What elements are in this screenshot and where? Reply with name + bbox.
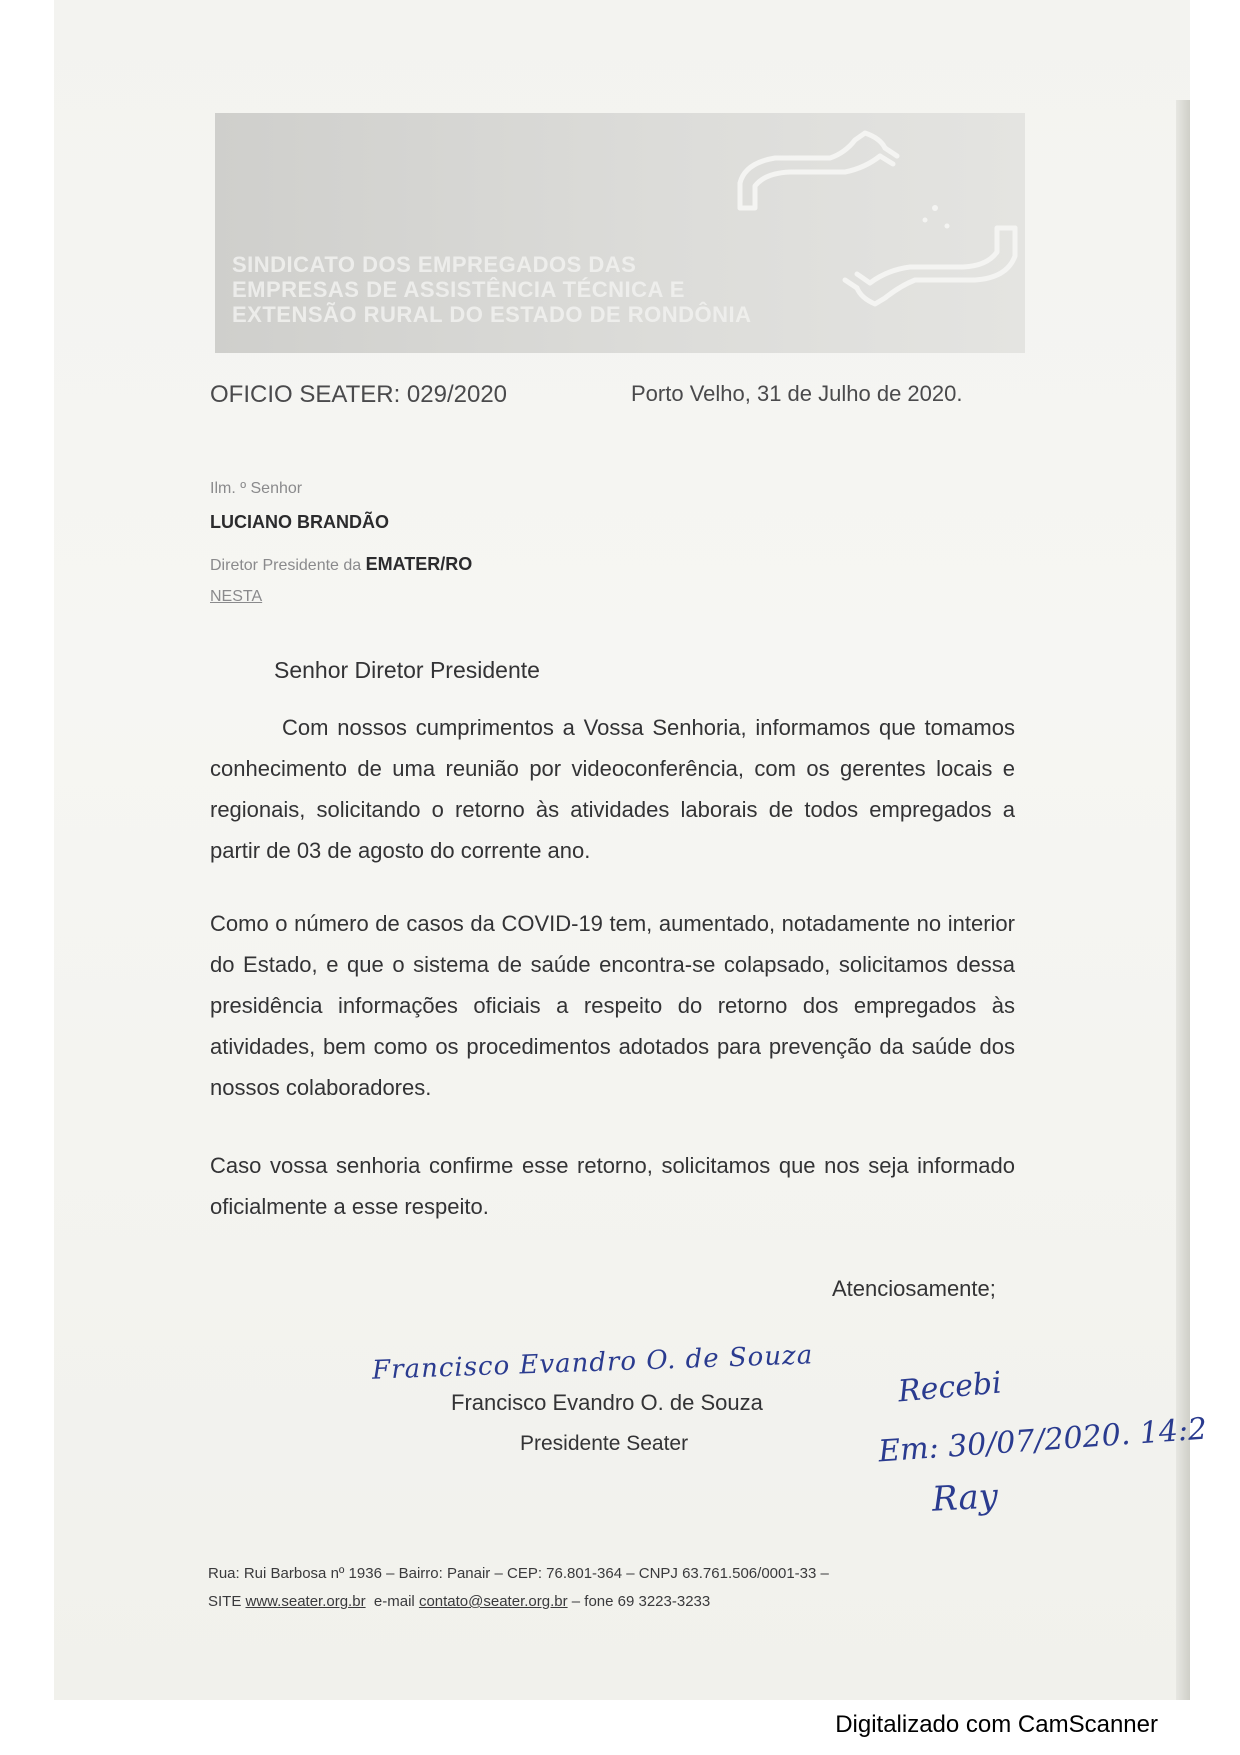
footer-contact — [208, 1593, 710, 1610]
footer-phone: – fone 69 3223-3233 — [571, 1593, 711, 1610]
paragraph-1: Com nossos cumprimentos a Vossa Senhoria, informamos que tomamos conhecimento de uma reunião por videoconferência, com os gerentes locais e regionais, solicitando o retorno às atividades laborais de todos empregados a partir de 03 de agosto do corrente ano. — [210, 715, 1015, 863]
signer-name: Francisco Evandro O. de Souza — [451, 1390, 763, 1415]
footer-email-label: e-mail — [373, 1593, 415, 1610]
footer-address: Rua: Rui Barbosa nº 1936 – Bairro: Panair – CEP: 76.801-364 – CNPJ 63.761.506/0001-33 – — [208, 1565, 829, 1582]
recipient-role-org: EMATER/RO — [365, 554, 473, 574]
footer-site-link[interactable]: www.seater.org.br — [245, 1593, 366, 1610]
signer-title: Presidente Seater — [520, 1432, 689, 1455]
paragraph-3: Caso vossa senhoria confirme esse retorno, solicitamos que nos seja informado oficialmente a esse respeito. — [210, 1153, 1015, 1219]
receipt-initials: Ray — [930, 1476, 999, 1520]
recipient-name: LUCIANO BRANDÃO — [210, 512, 389, 532]
scanner-watermark: Digitalizado com CamScanner — [835, 1711, 1158, 1738]
recipient-salutation: Ilm. º Senhor — [210, 480, 303, 497]
footer-site-label: SITE — [208, 1593, 242, 1610]
handwritten-signature: Francisco Evandro O. de Souza — [371, 1340, 814, 1386]
office-reference: OFICIO SEATER: 029/2020 — [210, 381, 508, 408]
receipt-received: Recebi — [896, 1365, 1004, 1410]
letterhead-org-name: SINDICATO DOS EMPREGADOS DAS EMPRESAS DE ASSISTÊNCIA TÉCNICA E EXTENSÃO RURAL DO ESTADO DE RONDÔNIA — [232, 252, 752, 327]
receipt-date: Em: 30/07/2020. 14:2 — [877, 1411, 1209, 1470]
paper-edge — [1176, 100, 1190, 1700]
greeting: Senhor Diretor Presidente — [274, 657, 540, 683]
closing: Atenciosamente; — [832, 1276, 996, 1301]
place-date: Porto Velho, 31 de Julho de 2020. — [631, 381, 963, 406]
recipient-role-prefix: Diretor Presidente da — [210, 557, 362, 574]
paragraph-2: Como o número de casos da COVID-19 tem, aumentado, notadamente no interior do Estado, e que o sistema de saúde encontra-se colapsado, solicitamos dessa presidência informações oficiais a respeito do retorno dos empregados às atividades, bem como os procedimentos adotados para prevenção da saúde dos nossos colaboradores. — [210, 911, 1015, 1100]
handshake-logo-icon — [735, 128, 1020, 308]
recipient-role — [210, 554, 472, 575]
footer-email-link[interactable]: contato@seater.org.br — [418, 1593, 568, 1610]
recipient-location: NESTA — [210, 588, 263, 605]
